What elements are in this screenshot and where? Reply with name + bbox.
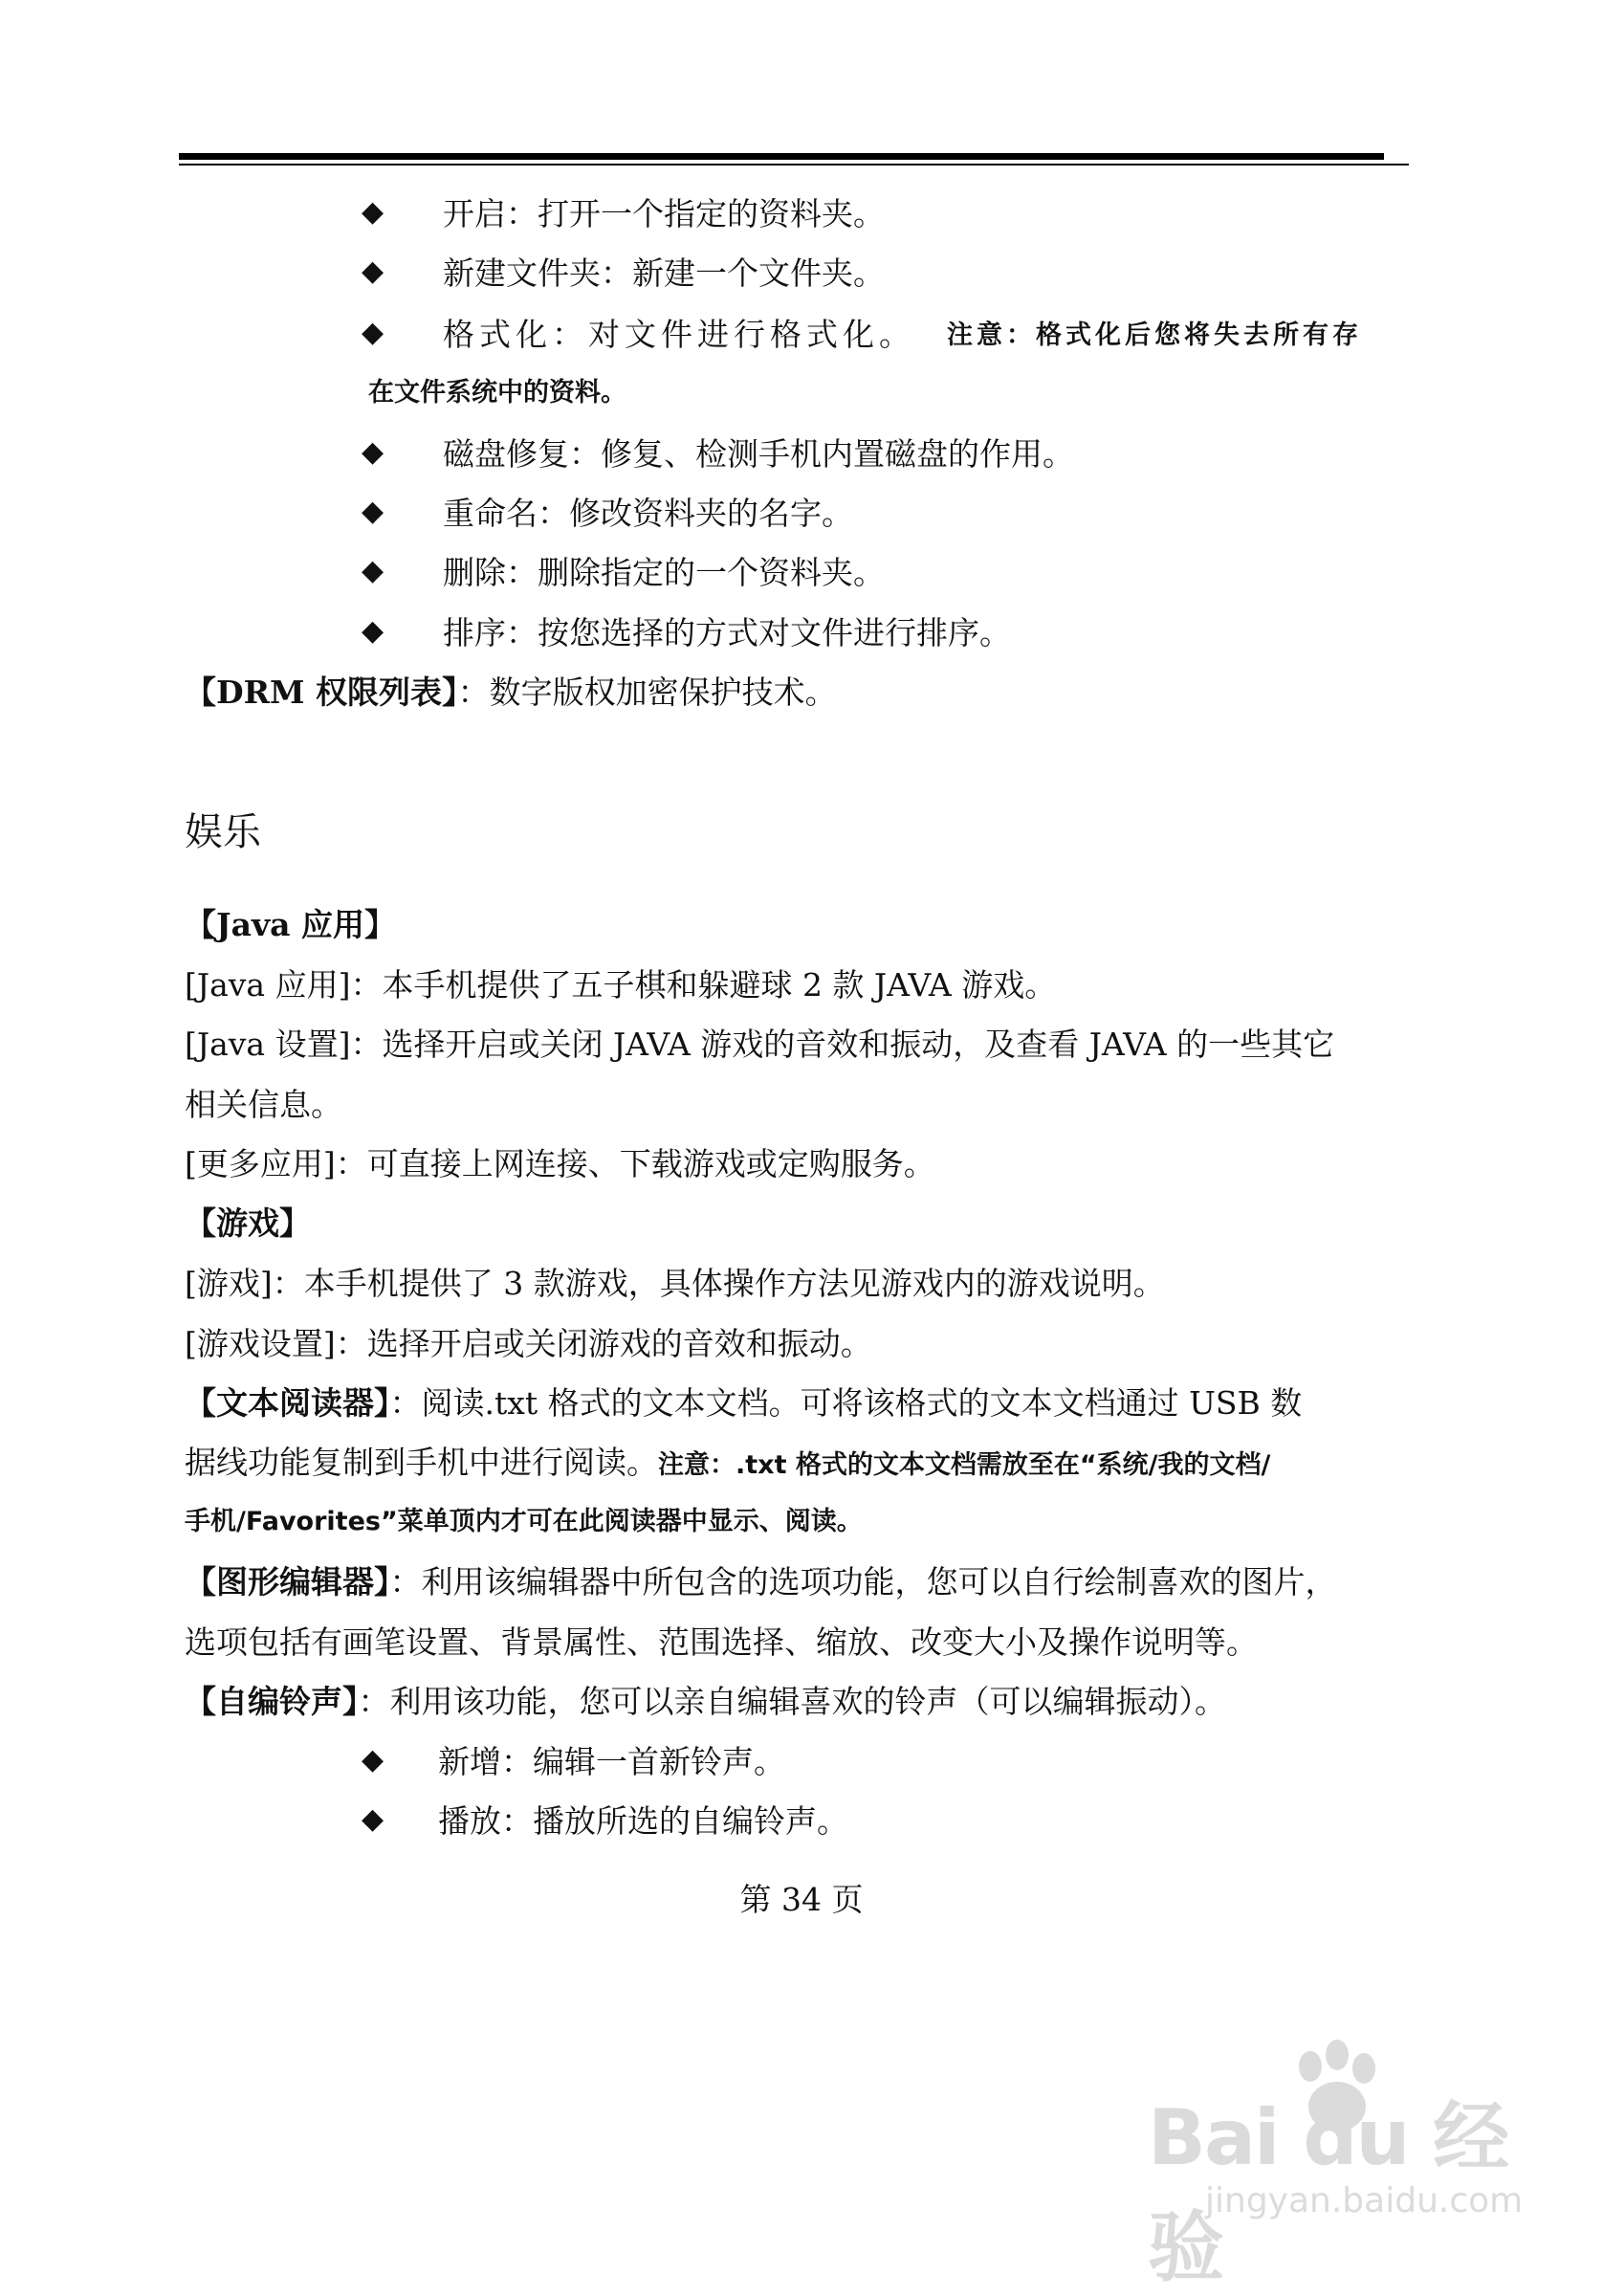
watermark-url: jingyan.baidu.com [1205, 2181, 1524, 2220]
header-rule-thick [179, 153, 1384, 160]
graphic-text-1: ：利用该编辑器中所包含的选项功能，您可以自行绘制喜欢的图片， [389, 1563, 1337, 1601]
reader-note-2: 手机/Favorites”菜单顶内才可在此阅读器中显示、阅读。 [185, 1507, 863, 1536]
java-heading: 【Java 应用】 [185, 906, 397, 943]
ringtone-line [185, 1683, 1226, 1720]
header-rule-thin [179, 164, 1409, 166]
baidu-watermark [1138, 2038, 1540, 2292]
bullet-text: 磁盘修复：修复、检测手机内置磁盘的作用。 [443, 435, 1074, 473]
reader-note-1: 注意：.txt 格式的文本文档需放至在“系统/我的文档/ [658, 1450, 1271, 1480]
bullet-mark: ◆ [362, 495, 384, 528]
bullet-mark: ◆ [362, 614, 384, 648]
bullet-text: 新建文件夹：新建一个文件夹。 [443, 254, 885, 292]
games-line-2: [游戏设置]：选择开启或关闭游戏的音效和振动。 [185, 1325, 872, 1362]
java-line-4: [更多应用]：可直接上网连接、下载游戏或定购服务。 [185, 1145, 935, 1182]
graphic-heading: 【图形编辑器】 [185, 1563, 390, 1601]
reader-line-1 [185, 1384, 1303, 1422]
java-line-1: [Java 应用]：本手机提供了五子棋和躲避球 2 款 JAVA 游戏。 [185, 966, 1057, 1004]
graphic-line-2: 选项包括有画笔设置、背景属性、范围选择、缩放、改变大小及操作说明等。 [185, 1623, 1258, 1661]
java-line-3: 相关信息。 [185, 1086, 342, 1123]
bullet-mark: ◆ [362, 1802, 384, 1836]
reader-heading: 【文本阅读器】 [185, 1384, 390, 1422]
format-note: 注意：格式化后您将失去所有存 [947, 320, 1362, 350]
java-line-2: [Java 设置]：选择开启或关闭 JAVA 游戏的音效和振动，及查看 JAVA 的一些其它 [185, 1026, 1335, 1063]
ringtone-heading: 【自编铃声】 [185, 1683, 359, 1720]
bullet-mark: ◆ [362, 195, 384, 229]
bullet-text: 播放：播放所选的自编铃声。 [438, 1802, 848, 1840]
bullet-mark: ◆ [362, 316, 384, 349]
bullet-text: 删除：删除指定的一个资料夹。 [443, 554, 885, 591]
drm-heading: 【DRM 权限列表】 [185, 673, 458, 711]
bullet-text: 排序：按您选择的方式对文件进行排序。 [443, 614, 1011, 651]
games-heading: 【游戏】 [185, 1204, 311, 1242]
bullet-text: 开启：打开一个指定的资料夹。 [443, 195, 885, 232]
page-number: 第 34 页 [739, 1881, 864, 1918]
section-title: 娱乐 [185, 810, 261, 854]
bullet-mark: ◆ [362, 1743, 384, 1777]
bullet-mark: ◆ [362, 554, 384, 587]
drm-body: ：数字版权加密保护技术。 [457, 673, 837, 711]
format-note-cont: 在文件系统中的资料。 [368, 378, 626, 408]
reader-line-2 [185, 1444, 1271, 1481]
graphic-line-1 [185, 1563, 1337, 1601]
bullet-text: 重命名：修改资料夹的名字。 [443, 495, 853, 532]
reader-text-1: ：阅读.txt 格式的文本文档。可将该格式的文本文档通过 USB 数 [389, 1384, 1303, 1422]
bullet-mark: ◆ [362, 435, 384, 469]
drm-line [185, 673, 837, 711]
bullet-text: 新增：编辑一首新铃声。 [438, 1743, 785, 1780]
reader-text-2: 据线功能复制到手机中进行阅读。 [185, 1444, 658, 1481]
games-line-1: [游戏]：本手机提供了 3 款游戏，具体操作方法见游戏内的游戏说明。 [185, 1265, 1165, 1302]
ringtone-text: ：利用该功能，您可以亲自编辑喜欢的铃声（可以编辑振动）。 [358, 1683, 1226, 1720]
watermark-logo: Bai du 经验 [1148, 2093, 1508, 2292]
bullet-mark: ◆ [362, 254, 384, 288]
bullet-text: 格式化：对文件进行格式化。 [443, 316, 915, 353]
